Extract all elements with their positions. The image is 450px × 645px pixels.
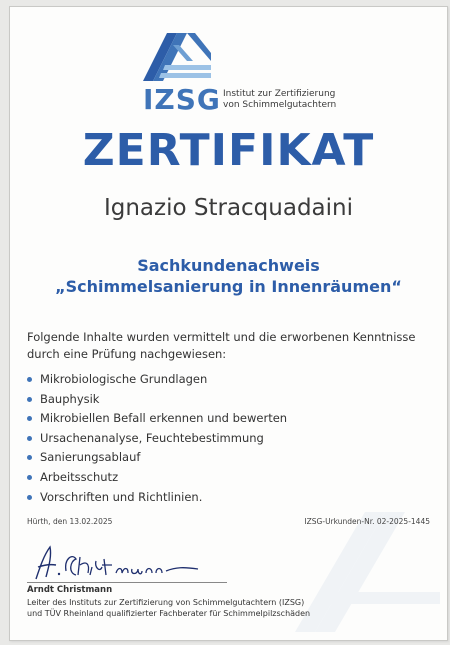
signer-role-line1: Leiter des Instituts zur Zertifizierung von Schimmelgutachtern (IZSG) xyxy=(27,598,305,607)
handwritten-signature xyxy=(26,537,206,585)
list-item-label: Arbeitsschutz xyxy=(40,469,119,484)
list-item xyxy=(27,390,287,410)
izsg-triangle-logo-icon xyxy=(143,31,211,83)
list-item-label: Mikrobiellen Befall erkennen und bewerten xyxy=(40,411,288,426)
bullet-icon xyxy=(27,416,32,421)
bullet-icon xyxy=(27,377,32,382)
list-item-label: Sanierungsablauf xyxy=(40,450,141,465)
list-item-label: Vorschriften und Richtlinien. xyxy=(40,489,203,504)
certificate-page xyxy=(9,6,448,641)
subject-line1: Sachkundenachweis xyxy=(137,256,320,275)
bullet-icon xyxy=(27,436,32,441)
list-item xyxy=(27,488,287,508)
list-item-label: Ursachenanalyse, Feuchtebestimmung xyxy=(40,430,264,445)
list-item xyxy=(27,409,287,429)
logo-letters: IZSG xyxy=(143,83,221,116)
content-list xyxy=(27,370,287,507)
list-item xyxy=(27,448,287,468)
intro-line1: Folgende Inhalte wurden vermittelt und die erworbenen Kenntnisse xyxy=(27,330,416,344)
bullet-icon xyxy=(27,397,32,402)
subject-line2: „Schimmelsanierung in Innenräumen“ xyxy=(55,277,402,296)
certificate-subject xyxy=(10,255,447,297)
logo-subtitle-line2: von Schimmelgutachtern xyxy=(223,100,337,110)
bullet-icon xyxy=(27,495,32,500)
logo-subtitle xyxy=(223,89,353,111)
list-item xyxy=(27,429,287,449)
signer-name: Arndt Christmann xyxy=(27,585,113,595)
izsg-logo xyxy=(143,31,337,117)
document-number: IZSG-Urkunden-Nr. 02-2025-1445 xyxy=(304,517,430,526)
signature-line xyxy=(27,582,227,583)
recipient-name: Ignazio Stracquadaini xyxy=(103,195,354,221)
place-date: Hürth, den 13.02.2025 xyxy=(27,517,113,526)
list-item xyxy=(27,468,287,488)
logo-subtitle-line1: Institut zur Zertifizierung xyxy=(223,89,336,99)
list-item-label: Mikrobiologische Grundlagen xyxy=(40,372,208,386)
list-item xyxy=(27,370,287,390)
intro-line2: durch eine Prüfung nachgewiesen: xyxy=(27,347,227,361)
bullet-icon xyxy=(27,455,32,460)
signer-role-line2: und TÜV Rheinland qualifizierter Fachberater für Schimmelpilzschäden xyxy=(27,609,311,618)
certificate-title: ZERTIFIKAT xyxy=(82,125,375,176)
intro-text xyxy=(27,329,437,363)
list-item-label: Bauphysik xyxy=(40,391,100,406)
bullet-icon xyxy=(27,475,32,480)
signer-role xyxy=(27,597,310,619)
